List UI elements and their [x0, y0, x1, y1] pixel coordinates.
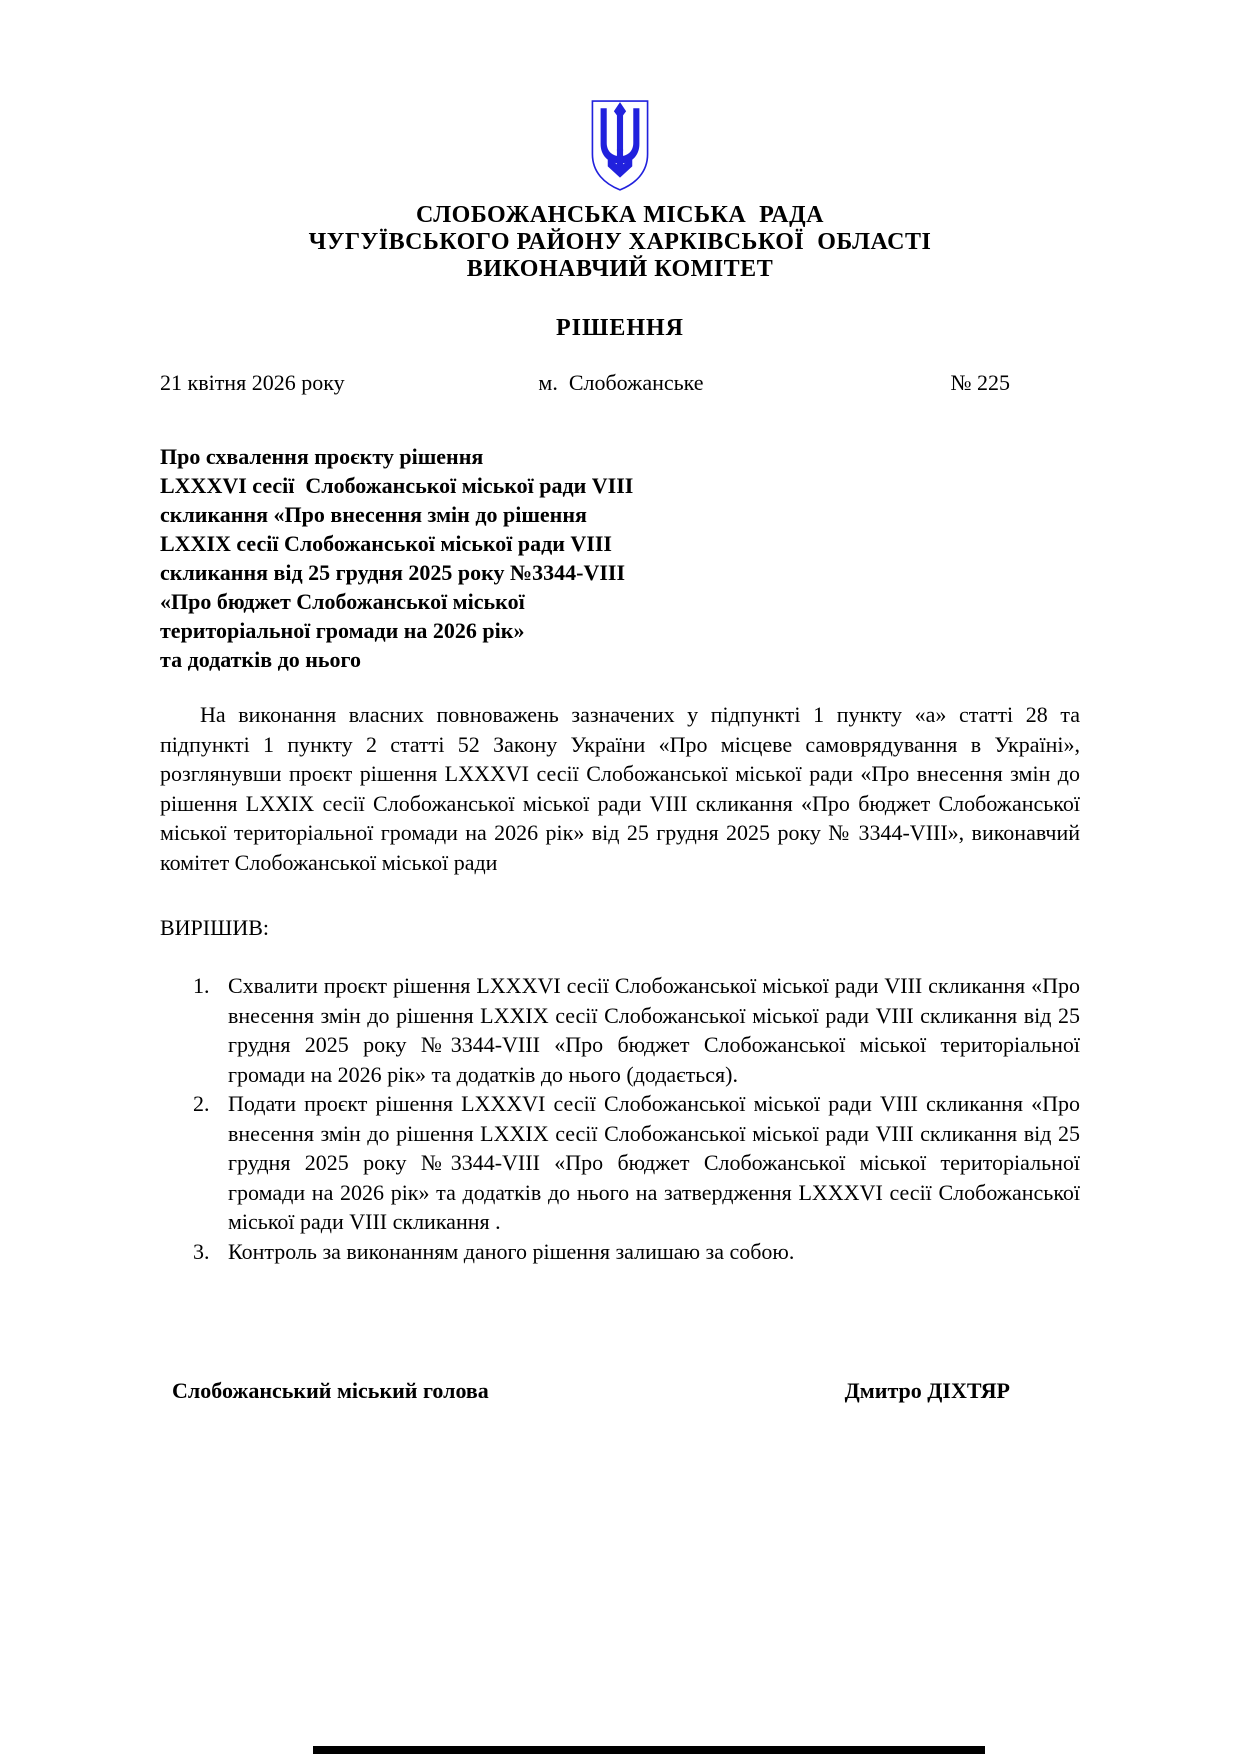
scan-artifact-bar — [313, 1746, 985, 1754]
org-name: СЛОБОЖАНСЬКА МІСЬКА РАДА — [416, 202, 824, 228]
document-place: м. Слобожанське — [538, 370, 704, 395]
subject-line: LXXXVI сесії Слобожанської міської ради VIII — [160, 473, 634, 498]
resolution-item — [193, 971, 1080, 1089]
organization-header — [0, 202, 1240, 283]
document-type-title: РІШЕННЯ — [555, 315, 685, 341]
ukraine-trident-icon — [587, 98, 653, 194]
decision-label: ВИРІШИВ: — [160, 915, 269, 940]
resolution-item — [193, 1089, 1080, 1237]
org-district: ЧУГУЇВСЬКОГО РАЙОНУ ХАРКІВСЬКОЇ ОБЛАСТІ — [308, 229, 932, 255]
org-committee: ВИКОНАВЧИЙ КОМІТЕТ — [466, 256, 774, 282]
signature-row — [172, 1378, 1010, 1404]
subject-line: Про схвалення проєкту рішення — [160, 444, 484, 469]
resolution-item-number: 2. — [193, 1091, 210, 1116]
resolution-list — [193, 971, 1080, 1266]
subject-line: «Про бюджет Слобожанської міської — [160, 589, 525, 614]
subject-line: LXXIX сесії Слобожанської міської ради VIII — [160, 531, 612, 556]
document-number: № 225 — [950, 370, 1010, 395]
resolution-item-text: Подати проєкт рішення LXXXVI сесії Слобожанської міської ради VIII скликання «Про внесення змін до рішення LXXIX сесії Слобожанської міської ради VIII скликання від 25 грудня 2025 року №3344-VIII «Про бюджет Слобожанської міської територіальної громади на 2026 рік» та додатків до нього на затвердження LXXXVI сесії Слобожанської міської ради VIII скликання . — [228, 1091, 1080, 1234]
subject-line: скликання «Про внесення змін до рішення — [160, 502, 587, 527]
resolution-item-text: Схвалити проєкт рішення LXXXVI сесії Слобожанської міської ради VIII скликання «Про внесення змін до рішення LXXIX сесії Слобожанської міської ради VIII скликання від 25 грудня 2025 року №3344-VIII «Про бюджет Слобожанської міської територіальної громади на 2026 рік» та додатків до нього (додається). — [228, 973, 1080, 1087]
resolution-item-number: 1. — [193, 973, 210, 998]
preamble-paragraph: На виконання власних повноважень зазначених у підпункті 1 пункту «а» статті 28 та підпункті 1 пункту 2 статті 52 Закону України «Про місцеве самоврядування в Україні», розглянувши проєкт рішення LXXXVI сесії Слобожанської міської ради «Про внесення змін до рішення LXXIX сесії Слобожанської міської ради VIII скликання «Про бюджет Слобожанської міської територіальної громади на 2026 рік» від 25 грудня 2025 року № 3344-VIII», виконавчий комітет Слобожанської міської ради — [160, 702, 1080, 875]
resolution-item — [193, 1237, 1080, 1267]
signatory-name: Дмитро ДІХТЯР — [844, 1378, 1010, 1403]
subject-line: скликання від 25 грудня 2025 року №3344-VIII — [160, 560, 626, 585]
document-date: 21 квітня 2026 року — [160, 370, 345, 395]
subject-line: та додатків до нього — [160, 647, 361, 672]
subject-line: територіальної громади на 2026 рік» — [160, 618, 525, 643]
signatory-title: Слобожанський міський голова — [172, 1378, 489, 1403]
document-subject — [160, 442, 780, 674]
resolution-item-text: Контроль за виконанням даного рішення залишаю за собою. — [228, 1238, 795, 1264]
resolution-item-number: 3. — [193, 1238, 210, 1264]
coat-of-arms — [587, 98, 653, 194]
document-meta-row — [160, 370, 1082, 398]
